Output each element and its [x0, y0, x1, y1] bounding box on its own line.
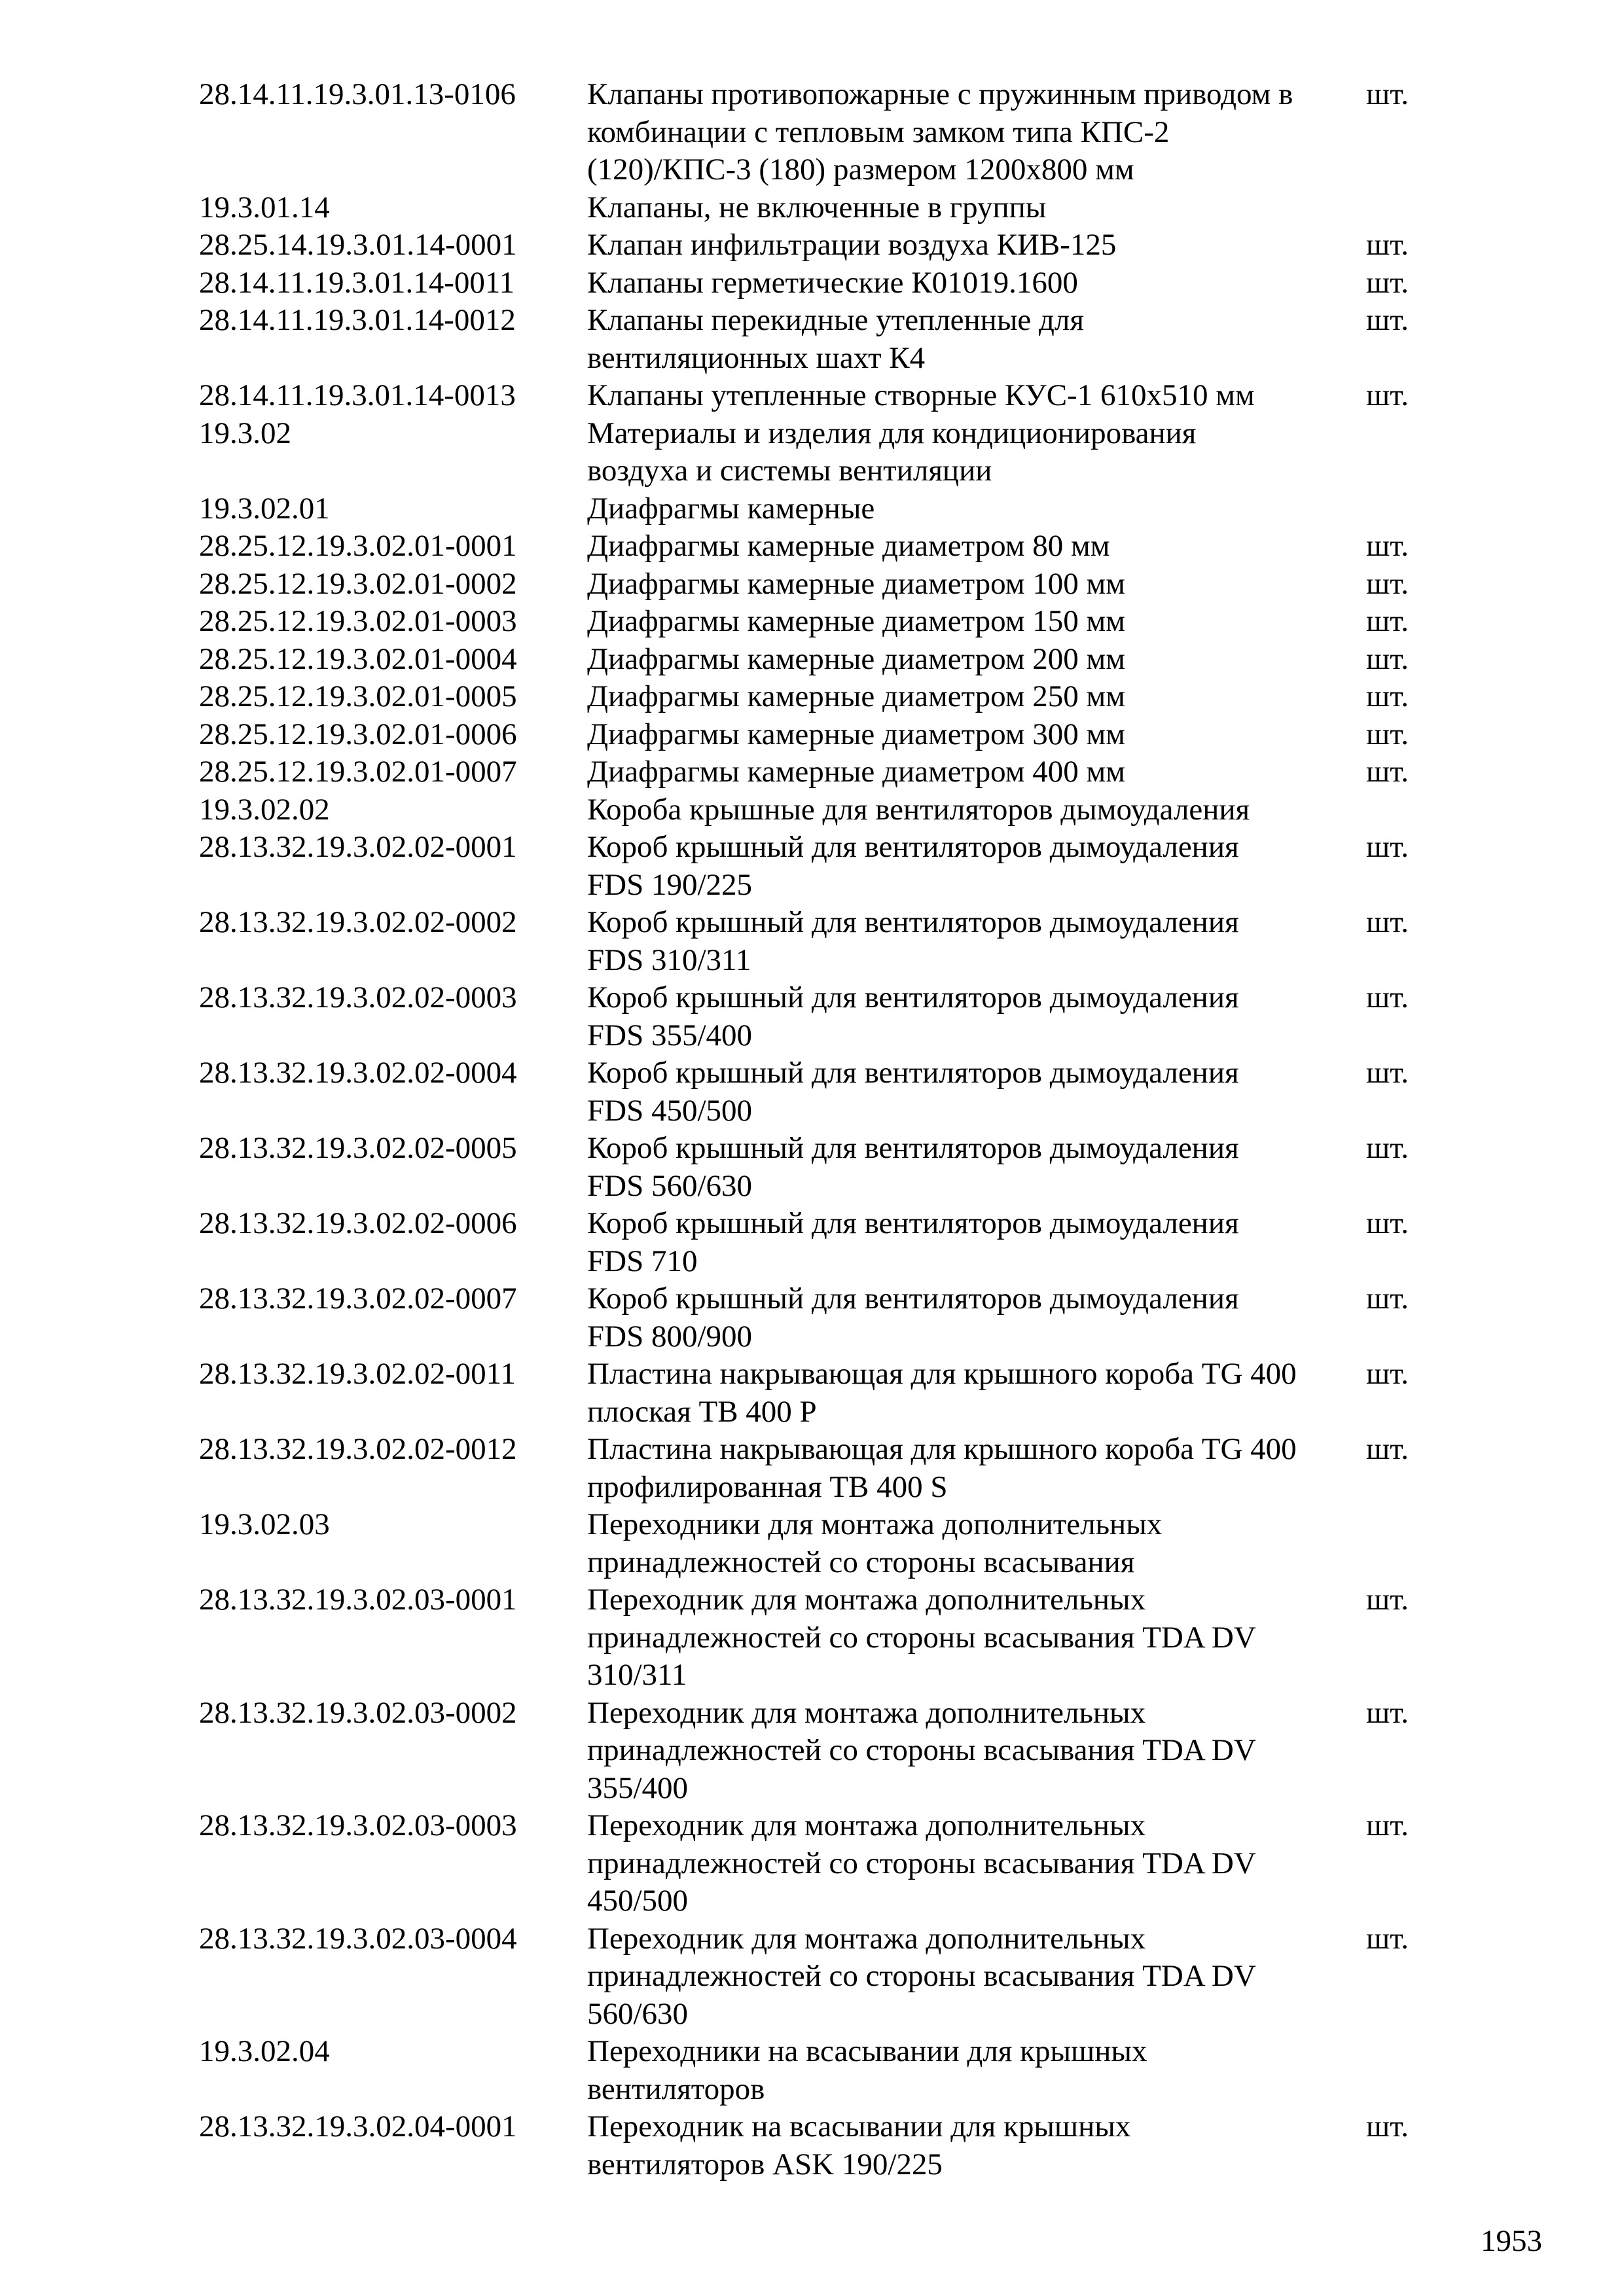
table-row: [199, 1355, 1443, 1431]
table-row: [199, 264, 1443, 302]
table-row: [199, 1205, 1443, 1280]
item-name: Короб крышный для вентиляторов дымоудаления FDS 710: [587, 1206, 1239, 1278]
table-row: [199, 2033, 1443, 2108]
item-code: 28.14.11.19.3.01.14-0011: [199, 265, 515, 300]
item-code: 28.25.12.19.3.02.01-0004: [199, 641, 517, 676]
item-name: Короб крышный для вентиляторов дымоудаления FDS 450/500: [587, 1056, 1239, 1128]
item-code: 28.25.12.19.3.02.01-0007: [199, 755, 517, 789]
item-code: 28.13.32.19.3.02.03-0003: [199, 1808, 517, 1842]
table-row: [199, 1695, 1443, 1808]
item-name: Материалы и изделия для кондиционирования воздуха и системы вентиляции: [587, 416, 1197, 488]
item-name: Пластина накрывающая для крышного короба TG 400 плоская ТВ 400 Р: [587, 1357, 1297, 1429]
item-unit: шт.: [1366, 755, 1409, 789]
item-name: Диафрагмы камерные диаметром 250 мм: [587, 679, 1126, 713]
item-unit: шт.: [1366, 679, 1409, 713]
item-code: 19.3.02.01: [199, 491, 330, 526]
item-unit: шт.: [1366, 980, 1409, 1014]
item-code: 28.13.32.19.3.02.03-0004: [199, 1921, 517, 1956]
page-number: 1953: [1481, 2224, 1542, 2258]
item-code: 19.3.02.03: [199, 1507, 330, 1541]
item-code: 28.13.32.19.3.02.02-0005: [199, 1131, 517, 1165]
item-unit: шт.: [1366, 228, 1409, 262]
item-code: 28.13.32.19.3.02.02-0007: [199, 1282, 517, 1316]
table-row: [199, 753, 1443, 791]
table-row: [199, 2108, 1443, 2183]
item-name: Клапаны противопожарные с пружинным приводом в комбинации с тепловым замком типа КПС-2 (120)/КПС-3 (180) размером 1200х800 мм: [587, 77, 1293, 187]
item-code: 28.14.11.19.3.01.14-0012: [199, 303, 516, 337]
item-name: Клапан инфильтрации воздуха КИВ-125: [587, 228, 1117, 262]
item-unit: шт.: [1366, 378, 1409, 412]
item-code: 19.3.02: [199, 416, 291, 450]
item-name: Переходник для монтажа дополнительных принадлежностей со стороны всасывания TDA DV 355/400: [587, 1695, 1256, 1805]
item-unit: шт.: [1366, 1282, 1409, 1316]
item-code: 28.14.11.19.3.01.13-0106: [199, 77, 516, 111]
table-row: [199, 1431, 1443, 1506]
item-unit: шт.: [1366, 905, 1409, 939]
table-row: [199, 1280, 1443, 1355]
table-row: [199, 1054, 1443, 1130]
table-row: [199, 76, 1443, 189]
item-name: Короба крышные для вентиляторов дымоудаления: [587, 792, 1250, 827]
item-unit: шт.: [1366, 1056, 1409, 1090]
item-code: 28.25.12.19.3.02.01-0002: [199, 566, 517, 601]
item-unit: шт.: [1366, 1206, 1409, 1240]
item-name: Пластина накрывающая для крышного короба TG 400 профилированная ТВ 400 S: [587, 1432, 1297, 1504]
item-unit: шт.: [1366, 265, 1409, 300]
item-name: Переходник для монтажа дополнительных принадлежностей со стороны всасывания TDA DV 450/500: [587, 1808, 1256, 1918]
item-name: Диафрагмы камерные диаметром 150 мм: [587, 604, 1126, 638]
item-name: Короб крышный для вентиляторов дымоудаления FDS 310/311: [587, 905, 1239, 977]
table-row: [199, 528, 1443, 565]
item-code: 28.14.11.19.3.01.14-0013: [199, 378, 516, 412]
item-name: Диафрагмы камерные диаметром 400 мм: [587, 755, 1126, 789]
item-code: 28.25.12.19.3.02.01-0001: [199, 529, 517, 563]
item-code: 28.13.32.19.3.02.04-0001: [199, 2109, 517, 2144]
table-row: [199, 565, 1443, 603]
item-unit: шт.: [1366, 717, 1409, 751]
table-row: [199, 603, 1443, 641]
item-unit: шт.: [1366, 77, 1409, 111]
item-code: 28.13.32.19.3.02.03-0002: [199, 1695, 517, 1730]
item-name: Короб крышный для вентиляторов дымоудаления FDS 355/400: [587, 980, 1239, 1052]
table-row: [199, 1506, 1443, 1581]
item-code: 19.3.02.02: [199, 792, 330, 827]
table-row: [199, 641, 1443, 679]
item-unit: шт.: [1366, 1921, 1409, 1956]
table-row: [199, 1581, 1443, 1695]
item-name: Клапаны герметические К01019.1600: [587, 265, 1078, 300]
item-code: 28.13.32.19.3.02.03-0001: [199, 1583, 517, 1617]
table-row: [199, 1807, 1443, 1920]
table-row: [199, 1920, 1443, 2034]
table-row: [199, 226, 1443, 264]
item-name: Короб крышный для вентиляторов дымоудаления FDS 800/900: [587, 1282, 1239, 1354]
item-name: Клапаны перекидные утепленные для вентиляционных шахт К4: [587, 303, 1084, 375]
item-name: Короб крышный для вентиляторов дымоудаления FDS 190/225: [587, 830, 1239, 902]
table-row: [199, 904, 1443, 979]
table-row: [199, 377, 1443, 415]
item-unit: шт.: [1366, 303, 1409, 337]
item-unit: шт.: [1366, 1131, 1409, 1165]
item-unit: шт.: [1366, 1695, 1409, 1730]
item-name: Переходник для монтажа дополнительных принадлежностей со стороны всасывания TDA DV 310/311: [587, 1583, 1256, 1692]
table-row: [199, 1130, 1443, 1205]
item-unit: шт.: [1366, 566, 1409, 601]
item-unit: шт.: [1366, 1357, 1409, 1391]
price-list-table: [199, 76, 1443, 2183]
item-name: Короб крышный для вентиляторов дымоудаления FDS 560/630: [587, 1131, 1239, 1203]
item-unit: шт.: [1366, 1808, 1409, 1842]
item-code: 28.25.12.19.3.02.01-0003: [199, 604, 517, 638]
table-row: [199, 716, 1443, 754]
item-name: Диафрагмы камерные: [587, 491, 875, 526]
item-unit: шт.: [1366, 1583, 1409, 1617]
item-name: Переходники на всасывании для крышных вентиляторов: [587, 2034, 1147, 2106]
table-row: [199, 302, 1443, 377]
item-unit: шт.: [1366, 1432, 1409, 1466]
item-code: 19.3.02.04: [199, 2034, 330, 2068]
item-code: 28.13.32.19.3.02.02-0006: [199, 1206, 517, 1240]
item-name: Переходники для монтажа дополнительных принадлежностей со стороны всасывания: [587, 1507, 1163, 1579]
item-code: 28.13.32.19.3.02.02-0001: [199, 830, 517, 864]
item-unit: шт.: [1366, 641, 1409, 676]
item-code: 28.25.12.19.3.02.01-0005: [199, 679, 517, 713]
item-name: Диафрагмы камерные диаметром 200 мм: [587, 641, 1126, 676]
item-name: Диафрагмы камерные диаметром 300 мм: [587, 717, 1126, 751]
item-code: 28.25.14.19.3.01.14-0001: [199, 228, 517, 262]
item-code: 28.13.32.19.3.02.02-0004: [199, 1056, 517, 1090]
table-row: [199, 791, 1443, 829]
item-code: 19.3.01.14: [199, 190, 330, 224]
table-row: [199, 490, 1443, 528]
item-name: Диафрагмы камерные диаметром 100 мм: [587, 566, 1126, 601]
item-code: 28.13.32.19.3.02.02-0011: [199, 1357, 516, 1391]
item-unit: шт.: [1366, 2109, 1409, 2144]
item-code: 28.13.32.19.3.02.02-0002: [199, 905, 517, 939]
item-code: 28.25.12.19.3.02.01-0006: [199, 717, 517, 751]
item-unit: шт.: [1366, 830, 1409, 864]
table-row: [199, 829, 1443, 904]
item-unit: шт.: [1366, 529, 1409, 563]
table-row: [199, 979, 1443, 1054]
item-code: 28.13.32.19.3.02.02-0012: [199, 1432, 517, 1466]
item-name: Переходник для монтажа дополнительных принадлежностей со стороны всасывания TDA DV 560/630: [587, 1921, 1256, 2031]
table-row: [199, 678, 1443, 716]
item-unit: шт.: [1366, 604, 1409, 638]
item-name: Переходник на всасывании для крышных вентиляторов ASK 190/225: [587, 2109, 1131, 2181]
item-name: Клапаны, не включенные в группы: [587, 190, 1047, 224]
table-row: [199, 415, 1443, 490]
item-name: Клапаны утепленные створные КУС-1 610х510 мм: [587, 378, 1255, 412]
item-name: Диафрагмы камерные диаметром 80 мм: [587, 529, 1110, 563]
item-code: 28.13.32.19.3.02.02-0003: [199, 980, 517, 1014]
table-row: [199, 189, 1443, 227]
